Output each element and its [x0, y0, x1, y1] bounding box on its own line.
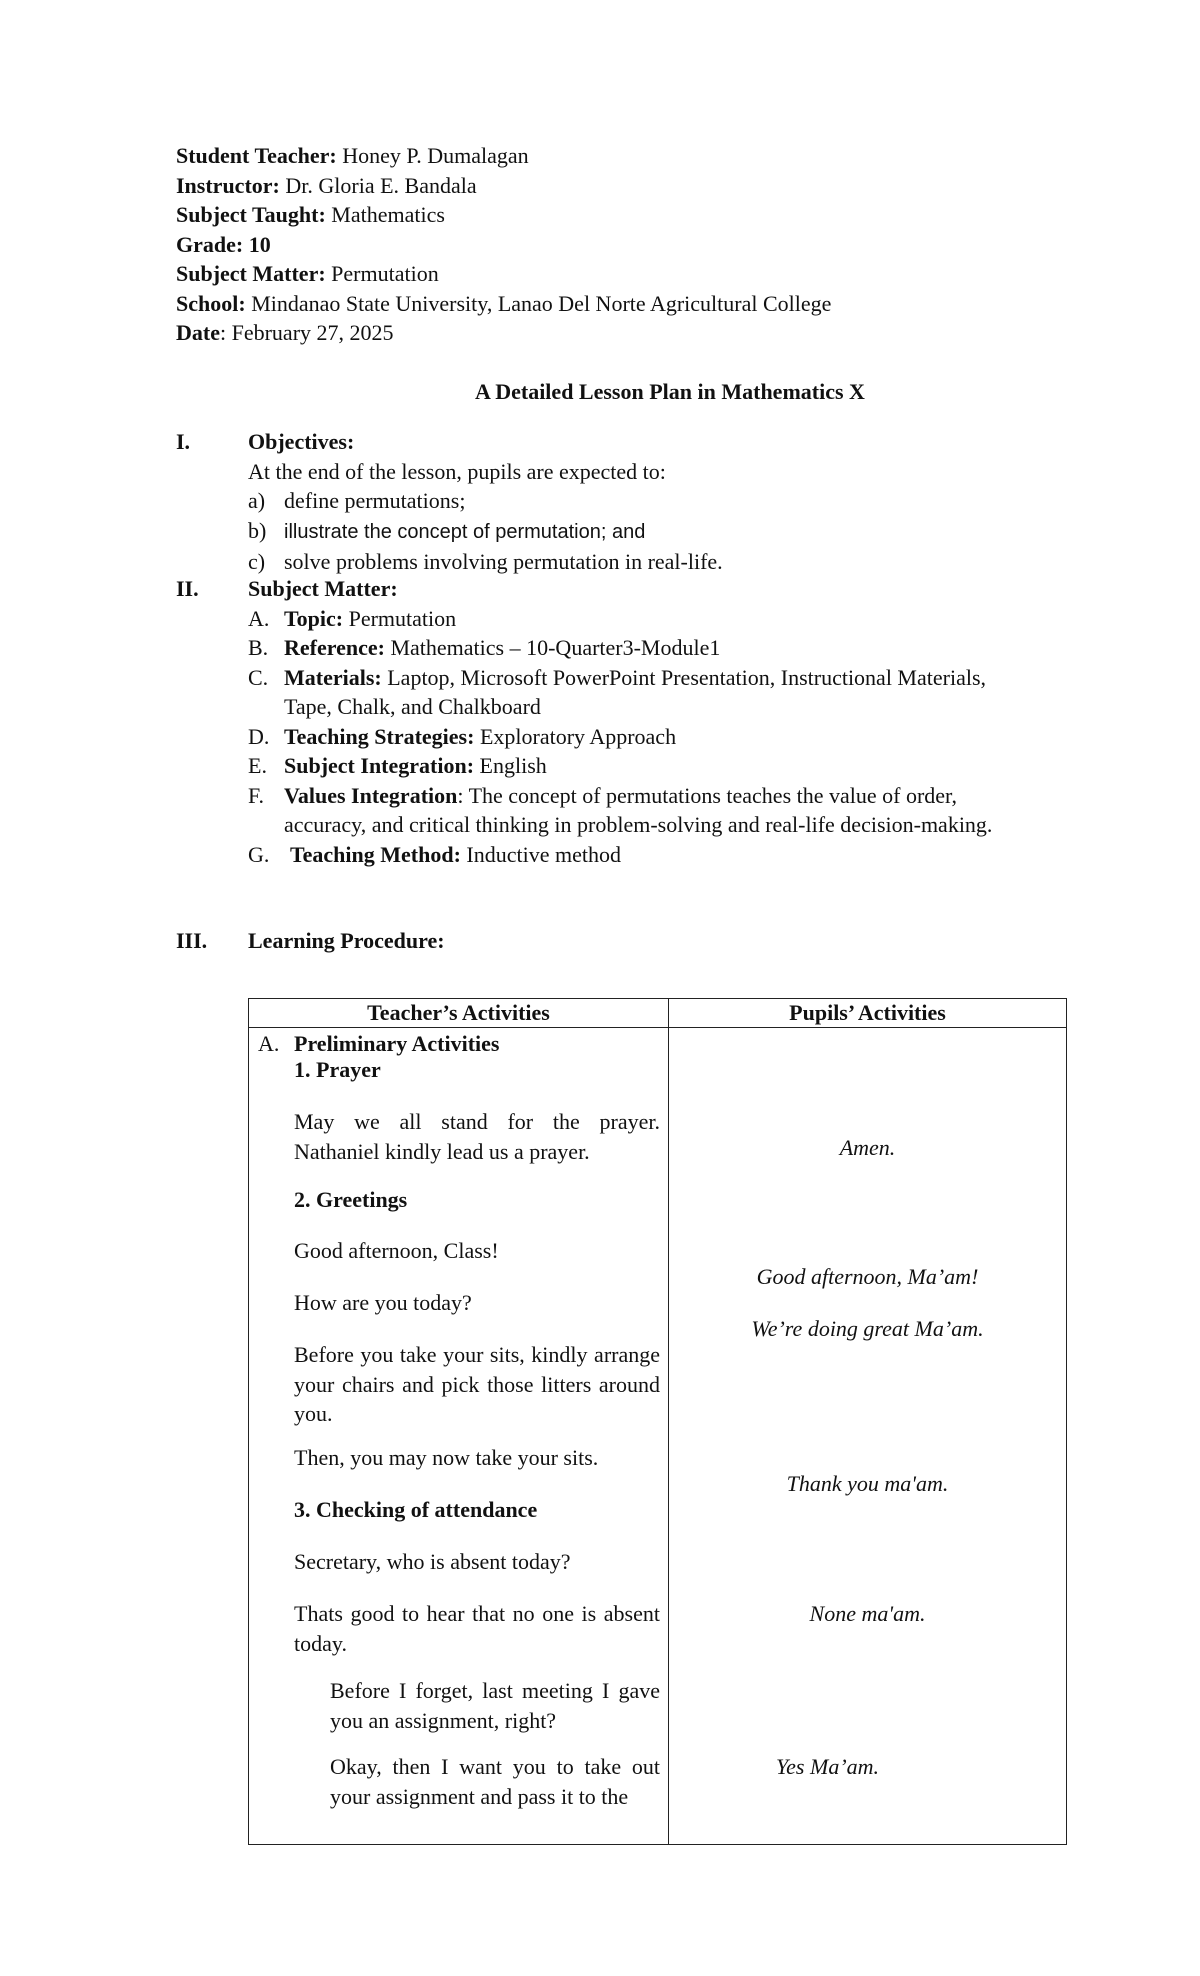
list-marker: a): [248, 488, 266, 513]
section-title: Learning Procedure:: [248, 928, 445, 953]
section-marker: A.: [258, 1031, 280, 1056]
item-text: Mathematics – 10-Quarter3-Module1: [384, 635, 721, 660]
section-number: III.: [176, 928, 208, 953]
subject-taught-value: Mathematics: [325, 202, 445, 227]
date-line: [176, 318, 1076, 348]
school-line: [176, 289, 1076, 319]
objective-item: [248, 516, 1068, 548]
list-marker: b): [248, 517, 267, 543]
subject-matter-label: Subject Matter:: [176, 261, 326, 286]
school-value: Mindanao State University, Lanao Del Norte Agricultural College: [245, 290, 832, 316]
pupils-activities-header: Pupils’ Activities: [669, 999, 1067, 1028]
item-label: Values Integration: [284, 782, 458, 808]
item-text: Exploratory Approach: [474, 723, 677, 749]
assignment-question: Before I forget, last meeting I gave you an assignment, right?: [330, 1678, 660, 1733]
item-label: Teaching Strategies:: [284, 723, 475, 749]
objective-text: illustrate the concept of permutation; and: [284, 520, 646, 543]
grade-line: [176, 230, 1076, 260]
item-text: Inductive method: [460, 841, 621, 867]
subject-taught-label: Subject Taught:: [176, 202, 326, 227]
item-label: Reference:: [284, 635, 385, 660]
instructor-value: Dr. Gloria E. Bandala: [279, 172, 477, 198]
item-text: Laptop, Microsoft PowerPoint Presentation, Instructional Materials, Tape, Chalk, and Chalkboard: [284, 664, 987, 719]
student-teacher-line: [176, 141, 1076, 171]
instructor-line: [176, 171, 1076, 201]
subject-item: [248, 840, 1068, 870]
subject-matter-line: [176, 259, 1076, 289]
pupil-response: We’re doing great Ma’am.: [751, 1316, 984, 1341]
list-marker: C.: [248, 664, 269, 690]
arrange-chairs-text: Before you take your sits, kindly arrange your chairs and pick those litters around you.: [294, 1342, 660, 1426]
instructor-label: Instructor:: [176, 172, 280, 198]
list-marker: G.: [248, 841, 270, 867]
procedure-table: [248, 998, 1067, 1845]
greetings-title: 2. Greetings: [294, 1187, 408, 1212]
list-marker: D.: [248, 723, 270, 749]
absent-question: Secretary, who is absent today?: [294, 1549, 571, 1574]
item-text: English: [474, 753, 547, 778]
pupils-cell: [669, 1028, 1067, 1845]
no-absent-text: Thats good to hear that no one is absent today.: [294, 1601, 660, 1656]
teacher-cell: [249, 1028, 669, 1845]
item-label: Subject Integration:: [284, 753, 475, 778]
pupil-response: None ma'am.: [809, 1601, 926, 1626]
table-row: [249, 1028, 1067, 1845]
list-marker: B.: [248, 635, 269, 660]
item-label: Teaching Method:: [290, 841, 461, 867]
grade-label: Grade: 10: [176, 231, 271, 257]
item-text: Permutation: [343, 605, 457, 631]
section-number: II.: [176, 576, 199, 601]
prayer-title: 1. Prayer: [294, 1057, 381, 1082]
section-title: Objectives:: [248, 429, 355, 454]
pass-assignment-text: Okay, then I want you to take out your assignment and pass it to the: [330, 1754, 660, 1809]
list-marker: F.: [248, 782, 264, 808]
objective-item: [248, 547, 1068, 577]
section-number: I.: [176, 429, 191, 454]
pupil-response: Thank you ma'am.: [786, 1471, 949, 1496]
document-title: A Detailed Lesson Plan in Mathematics X: [475, 379, 865, 404]
item-label: Topic:: [284, 605, 344, 631]
pupil-response: Amen.: [839, 1135, 896, 1160]
attendance-title: 3. Checking of attendance: [294, 1497, 538, 1522]
list-marker: c): [248, 549, 266, 574]
learning-procedure-body: [248, 926, 1068, 956]
prayer-text: May we all stand for the prayer. Nathaniel kindly lead us a prayer.: [294, 1109, 660, 1164]
objective-text: define permutations;: [284, 488, 466, 513]
school-label: School:: [176, 290, 246, 316]
date-label: Date: [176, 320, 220, 345]
subject-item: [248, 604, 1068, 634]
student-teacher-label: Student Teacher:: [176, 143, 337, 168]
subject-matter-value: Permutation: [325, 261, 439, 286]
objective-text: solve problems involving permutation in real-life.: [284, 549, 723, 574]
pupils-activities: [670, 1029, 1065, 1843]
subject-item: [248, 633, 1068, 663]
table-header-row: [249, 999, 1067, 1028]
list-marker: A.: [248, 605, 270, 631]
subject-item: [248, 663, 1004, 722]
objectives-intro: At the end of the lesson, pupils are expected to:: [248, 458, 666, 484]
section-title: Subject Matter:: [248, 576, 398, 601]
objective-item: [248, 486, 1068, 516]
subject-taught-line: [176, 200, 1076, 230]
teacher-activities-header: Teacher’s Activities: [249, 999, 669, 1028]
preliminary-title: Preliminary Activities: [294, 1031, 500, 1056]
teacher-activities: [250, 1029, 667, 1843]
subject-item: [248, 781, 1034, 840]
student-teacher-value: Honey P. Dumalagan: [336, 143, 529, 168]
subject-matter-body: [248, 574, 1068, 869]
pupil-response: Good afternoon, Ma’am!: [756, 1264, 979, 1289]
date-value: : February 27, 2025: [219, 320, 394, 345]
objectives-body: [248, 427, 1068, 577]
subject-item: [248, 751, 1068, 781]
take-sits-text: Then, you may now take your sits.: [294, 1445, 599, 1470]
pupil-response: Yes Ma’am.: [775, 1754, 880, 1779]
subject-item: [248, 722, 1068, 752]
item-text: : The concept of permutations teaches the value of order, accuracy, and critical thinking in problem-solving and real-life decision-making.: [284, 782, 993, 837]
list-marker: E.: [248, 753, 267, 778]
item-label: Materials:: [284, 664, 382, 690]
greet-text: Good afternoon, Class!: [294, 1238, 499, 1263]
lesson-header: [176, 141, 1076, 348]
how-are-you-text: How are you today?: [294, 1290, 472, 1315]
